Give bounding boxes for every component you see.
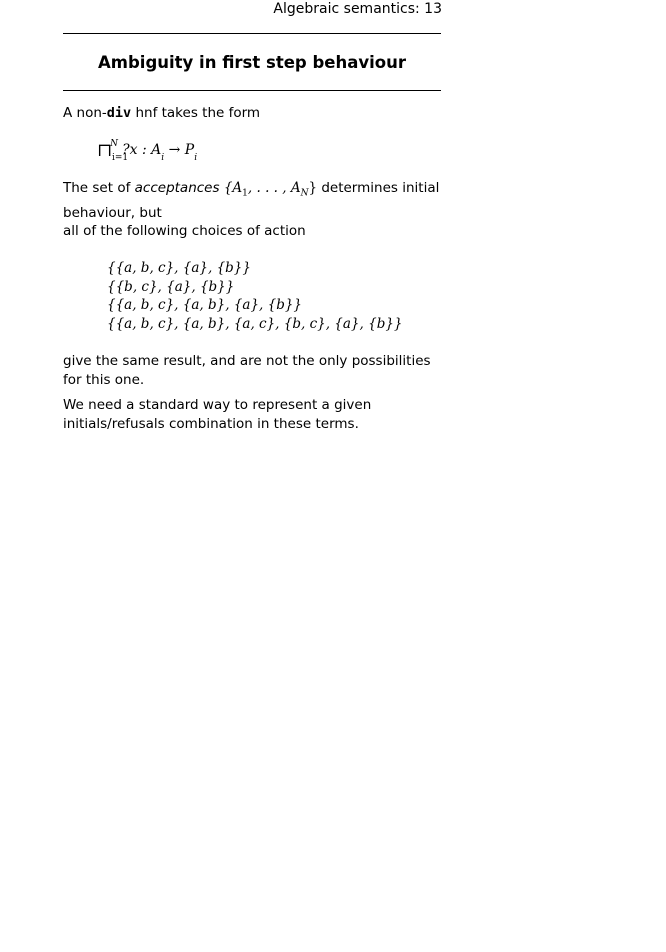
hnf-formula xyxy=(97,140,197,162)
acceptances-set-mid: , . . . , A xyxy=(247,180,301,196)
bottom-divider xyxy=(63,90,441,91)
acceptances-set-open: {A xyxy=(223,180,243,196)
choice-set-1: {{a, b, c}, {a}, {b}} xyxy=(107,260,251,276)
slide-title: Ambiguity in first step behaviour xyxy=(98,53,406,72)
internal-choice-operator: ⊓ xyxy=(97,140,113,161)
formula-expression: ?x : A xyxy=(122,142,162,158)
intro-after: hnf takes the form xyxy=(131,105,261,121)
acceptances-set-close: } xyxy=(308,180,318,196)
acceptances-paragraph xyxy=(63,179,448,223)
formula-subscript-i2: i xyxy=(194,153,198,163)
choice-set-3: {{a, b, c}, {a, b}, {a}, {b}} xyxy=(107,297,303,313)
intro-before: A non- xyxy=(63,105,107,121)
top-divider xyxy=(63,33,441,34)
conclusion-paragraph-1: give the same result, and are not the only possibilities for this one. xyxy=(63,353,431,388)
formula-upper-bound: N xyxy=(110,139,118,149)
acceptances-after: determines initial behaviour, but xyxy=(63,180,440,221)
conclusion-paragraph-2: We need a standard way to represent a given initials/refusals combination in these terms. xyxy=(63,397,372,432)
div-keyword: div xyxy=(106,105,132,121)
formula-subscript-i: i xyxy=(161,153,165,163)
choice-set-2: {{b, c}, {a}, {b}} xyxy=(107,278,235,295)
choice-set-4: {{a, b, c}, {a, b}, {a, c}, {b, c}, {a}, {b}} xyxy=(107,315,403,332)
formula-arrow: → P xyxy=(164,142,195,158)
page-header: Algebraic semantics: 13 xyxy=(273,1,442,17)
intro-paragraph xyxy=(63,104,448,123)
acceptances-sub-n: N xyxy=(300,188,309,199)
acceptances-term: acceptances xyxy=(134,180,220,196)
choice-sets-list xyxy=(107,259,403,333)
choices-intro: all of the following choices of action xyxy=(63,223,306,239)
acceptances-sub-1: 1 xyxy=(242,188,248,199)
acceptances-before: The set of xyxy=(63,180,135,196)
formula-lower-bound: i=1 xyxy=(111,153,129,163)
